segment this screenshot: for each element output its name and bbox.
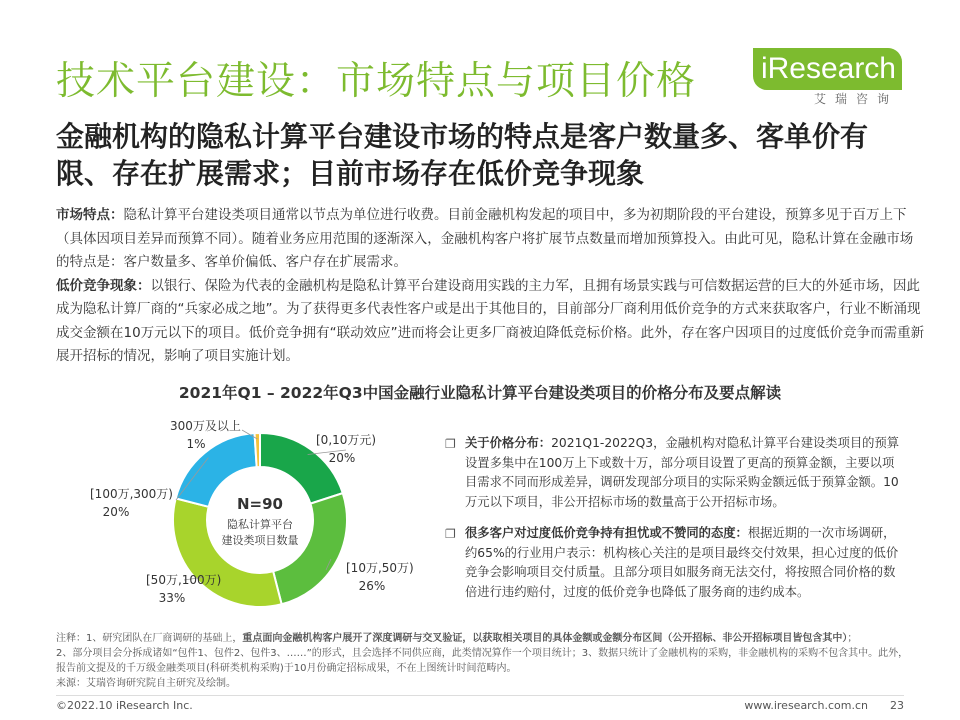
pie-slice-value-3: 20% [102,505,130,519]
key-point-text: 根据近期的一次市场调研，约65%的行业用户表示：机构核心关注的是项目最终交付效果，担心过度的低价竞争会影响项目交付质量。且部分项目如服务商无法交付，将按照合同价格的数倍进行违约赔付，过度的低价竞争也降低了服务商的违约成本。 [465,526,899,599]
key-point-text: 2021Q1-2022Q3，金融机构对隐私计算平台建设类项目的预算设置多集中在100万上下或数十万，部分项目设置了更高的预算金额，主要以项目需求不同而形成差异，调研发现部分项目的实际采购金额远低于预算金额。10万元以下项目，非公开招标市场的数量高于公开招标市场。 [465,436,900,509]
key-point-keyword: 关于价格分布： [465,436,552,450]
pie-center-sublabel-2: 建设类项目数量 [221,534,299,547]
headline: 金融机构的隐私计算平台建设市场的特点是客户数量多、客单价有限、存在扩展需求；目前市场存在低价竞争现象 [56,120,869,190]
body-text [56,204,926,369]
pie-slice-label-0: [0,10万元) [316,433,377,447]
low-price-paragraph [56,275,926,369]
key-points [445,434,905,614]
key-point-customer-attitude [445,524,905,602]
pie-slice-1 [273,493,347,604]
chart-title: 2021年Q1 – 2022年Q3中国金融行业隐私计算平台建设类项目的价格分布及要点解读 [178,384,782,402]
pie-slice-label-4: 300万及以上 [170,420,241,433]
pie-slice-value-0: 20% [328,451,356,465]
pie-slice-label-3: [100万,300万) [90,487,173,501]
low-price-label: 低价竞争现象： [56,277,151,294]
key-point-keyword: 很多客户对过度低价竞争持有担忧或不赞同的态度： [465,526,748,540]
checkbox-icon: ❐ [445,527,456,541]
footer-divider [56,695,904,696]
footer-copyright: ©2022.10 iResearch Inc. [56,699,193,712]
pie-slice-value-1: 26% [358,579,386,593]
iresearch-logo [760,44,902,114]
pie-chart [84,420,440,620]
pie-slice-label-2: [50万,100万) [146,573,222,587]
key-point-price-distribution [445,434,905,512]
footnote-source: 来源：艾瑞咨询研究院自主研究及绘制。 [56,678,236,689]
logo-wordmark: iResearch [753,48,902,90]
pie-slice-value-4: 1% [186,437,206,451]
footnote-emphasis: 重点面向金融机构客户展开了深度调研与交叉验证，以获取相关项目的具体金额或金额分布区间（公开招标、非公开招标项目皆包含其中） [242,633,848,644]
footnote-text: ； [847,633,858,644]
pie-slice-value-2: 33% [158,591,186,605]
page-title: 技术平台建设：市场特点与项目价格 [56,59,697,104]
market-feature-text: 隐私计算平台建设类项目通常以节点为单位进行收费。目前金融机构发起的项目中，多为初期阶段的平台建设，预算多见于百万上下（具体因项目差异而预算不同）。随着业务应用范围的逐渐深入，金融机构客户将扩展节点数量而增加预算投入。由此可见，隐私计算在金融市场的特点是：客户数量多、客单价偏低、客户存在扩展需求。 [56,207,914,270]
page-number: 23 [890,699,904,712]
pie-slice-2 [173,498,282,607]
low-price-text: 以银行、保险为代表的金融机构是隐私计算平台建设商用实践的主力军，且拥有场景实践与可信数据运营的巨大的外延市场，因此成为隐私计算厂商的“兵家必成之地”。为了获得更多代表性客户或是出于其他目的，目前部分厂商利用低价竞争的方式来获取客户，行业不断涌现成交金额在10万元以下的项目。低价竞争拥有“联动效应”进而将会让更多厂商被迫降低竞标价格。此外，存在客户因项目的过度低价竞争而需重新展开招标的情况，影响了项目实施计划。 [56,277,925,364]
footnote-line-2: 2、部分项目会分拆成诸如“包件1、包件2、包件3、……”的形式，且会选择不同供应商，此类情况算作一个项目统计；3、数据只统计了金融机构的采购，非金融机构的采购不包含其中。此外，报告前文提及的千万级金融类项目(科研类机构采购)于10月份确定招标成果，不在上图统计时间范畴内。 [56,648,909,674]
pie-center-sublabel-1: 隐私计算平台 [227,518,293,531]
footer-url[interactable]: www.iresearch.com.cn [744,699,868,712]
pie-slice-label-1: [10万,50万) [346,561,414,575]
footnote-line-1 [56,631,918,646]
market-feature-paragraph [56,204,926,275]
market-feature-label: 市场特点： [56,207,124,223]
logo-subtitle: 艾瑞咨询 [813,92,898,106]
pie-center-n: N=90 [237,495,283,513]
footnote [56,631,918,691]
checkbox-icon: ❐ [445,437,456,451]
footnote-text: 注释：1、研究团队在厂商调研的基础上， [56,633,243,644]
